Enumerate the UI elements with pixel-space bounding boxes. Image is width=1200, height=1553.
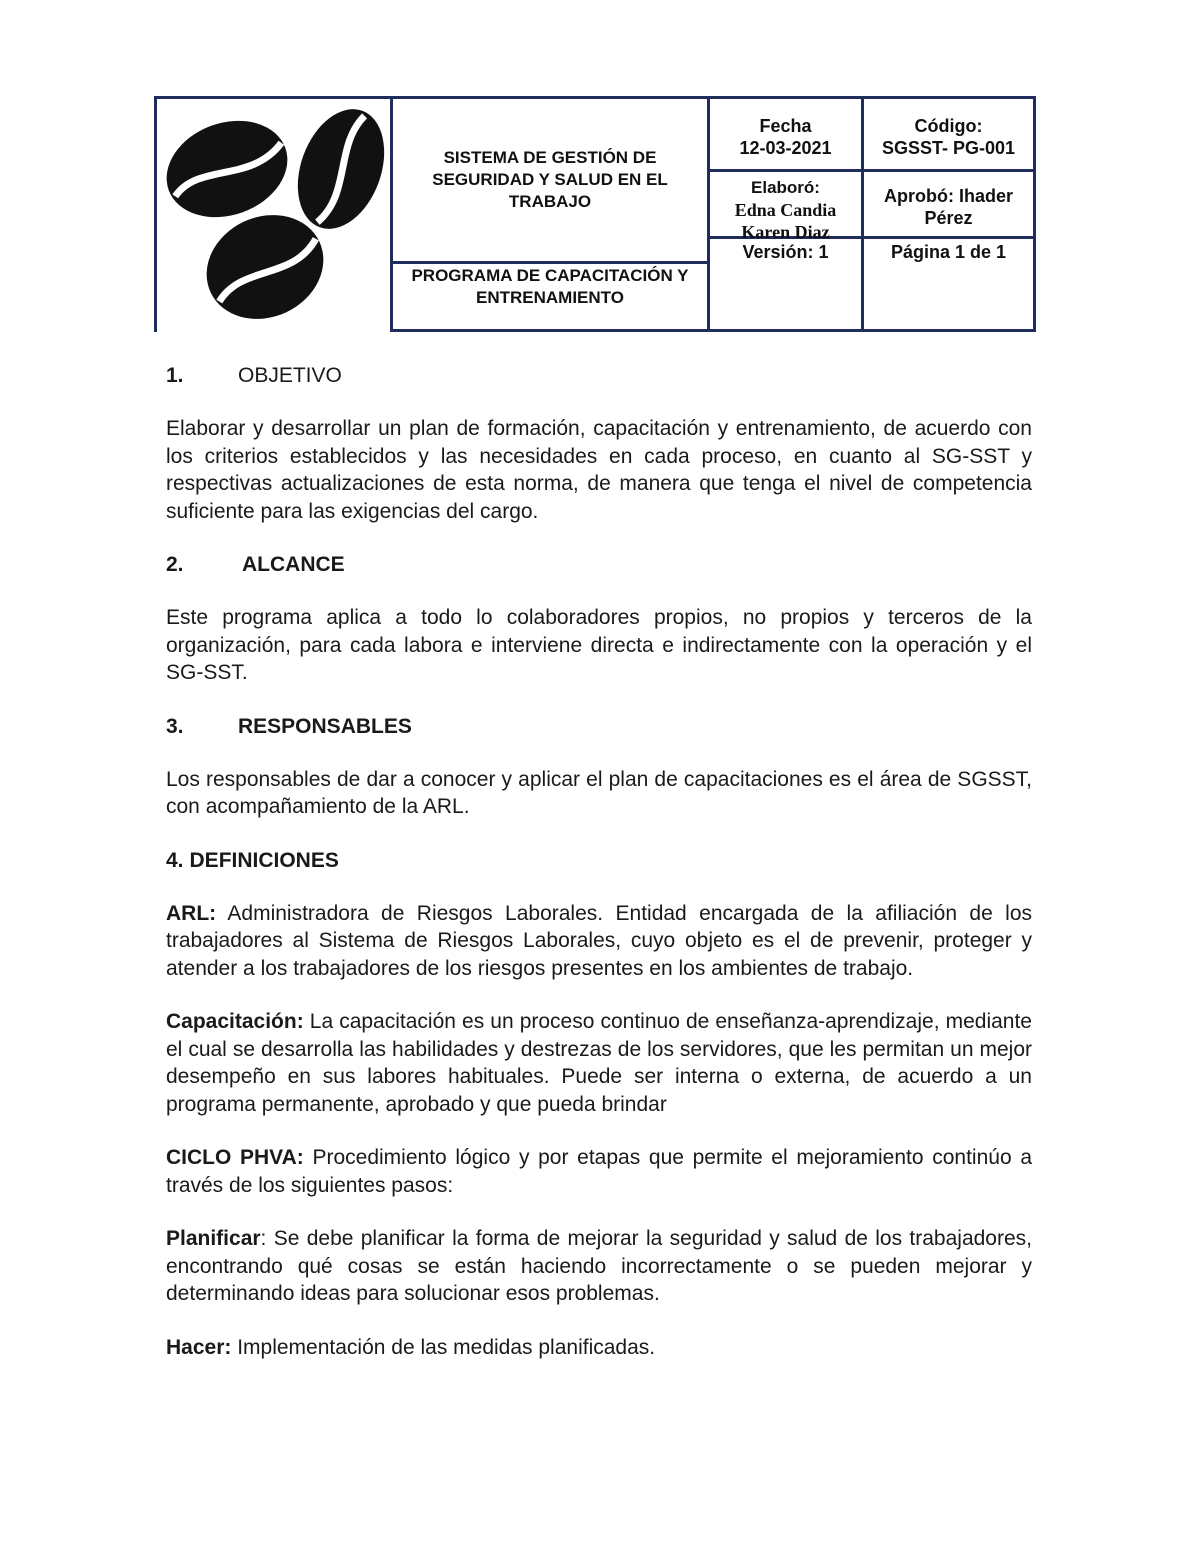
section-text-alcance: Este programa aplica a todo lo colaboradores propios, no propios y terceros de la organización, para cada labora e interviene directa e indirectamente con la operación y el SG-SST. <box>166 606 1032 684</box>
section-number: 1. <box>166 364 184 387</box>
section-title: OBJETIVO <box>238 364 342 387</box>
definition-planificar <box>166 1225 1032 1308</box>
elaborated-by-name-1: Edna Candia <box>734 200 837 220</box>
section-title: DEFINICIONES <box>189 848 339 872</box>
definition-capacitacion <box>166 1008 1032 1118</box>
definition-term: Capacitación: <box>166 1010 304 1033</box>
code-cell <box>864 115 1033 159</box>
elaborated-by-cell <box>710 177 861 243</box>
section-title: ALCANCE <box>242 553 345 576</box>
coffee-beans-icon <box>163 109 385 325</box>
section-text-objetivo: Elaborar y desarrollar un plan de formación, capacitación y entrenamiento, de acuerdo con los criterios establecidos y las necesidades en cada proceso, en cuanto al SG-SST y respectivas actualizaciones de esta norma, de manera que tenga el nivel de competencia suficiente para las exigencias del cargo. <box>166 417 1032 523</box>
definition-ciclo-phva <box>166 1144 1032 1199</box>
definition-text: Administradora de Riesgos Laborales. Entidad encargada de la afiliación de los trabajadores al Sistema de Riesgos Laborales, cuyo objeto es el de prevenir, proteger y atender a los trabajadores de los riesgos presentes en los ambientes de trabajo. <box>166 901 1032 980</box>
definition-text: Implementación de las medidas planificadas. <box>231 1335 656 1359</box>
document-header-table <box>154 96 1036 332</box>
version-cell: Versión: 1 <box>742 242 829 262</box>
definition-text: La capacitación es un proceso continuo de enseñanza-aprendizaje, mediante el cual se desarrolla las habilidades y destrezas de los servidores, que les permitan un mejor desempeño en sus labores habituales. Puede ser interna o externa, de acuerdo a un programa permanente, aprobado y que pueda brindar <box>166 1010 1032 1116</box>
section-number: 3. <box>166 714 184 738</box>
section-heading-objetivo <box>166 362 1032 389</box>
document-body <box>166 362 1032 1361</box>
section-number: 4. <box>166 848 184 872</box>
definition-term: CICLO PHVA: <box>166 1146 304 1169</box>
date-value: 12-03-2021 <box>739 138 832 158</box>
page-number-cell: Página 1 de 1 <box>890 242 1007 262</box>
logo-cell <box>154 96 390 332</box>
date-cell <box>710 115 861 159</box>
code-value: SGSST- PG-001 <box>881 138 1016 158</box>
section-text-responsables: Los responsables de dar a conocer y aplicar el plan de capacitaciones es el área de SGSST, con acompañamiento de la ARL. <box>166 767 1032 818</box>
definition-term: Planificar <box>166 1227 261 1250</box>
date-label: Fecha <box>759 116 812 136</box>
approved-by-cell: Aprobó: Ihader Pérez <box>884 186 1013 228</box>
section-title: RESPONSABLES <box>238 714 412 738</box>
definition-arl <box>166 900 1032 983</box>
system-title: SISTEMA DE GESTIÓN DE SEGURIDAD Y SALUD EN EL TRABAJO <box>432 148 668 211</box>
section-heading-definiciones <box>166 847 1032 874</box>
elaborated-by-name-2: Karen Diaz <box>741 222 830 242</box>
section-heading-alcance <box>166 551 1032 578</box>
definition-hacer <box>166 1334 1032 1362</box>
program-title: PROGRAMA DE CAPACITACIÓN Y ENTRENAMIENTO <box>411 266 689 307</box>
header-info-grid <box>390 96 1036 332</box>
section-number: 2. <box>166 553 184 576</box>
definition-text: : Se debe planificar la forma de mejorar la seguridad y salud de los trabajadores, encontrando qué cosas se están haciendo incorrectamente o se pueden mejorar y determinando ideas para solucionar esos problemas. <box>166 1227 1032 1305</box>
elaborated-by-label: Elaboró: <box>751 178 820 197</box>
definition-term: Hacer: <box>166 1335 232 1359</box>
definition-term: ARL: <box>166 901 217 925</box>
definition-text: Procedimiento lógico y por etapas que permite el mejoramiento continúo a través de los siguientes pasos: <box>166 1146 1032 1197</box>
code-label: Código: <box>914 116 983 136</box>
section-heading-responsables <box>166 713 1032 740</box>
